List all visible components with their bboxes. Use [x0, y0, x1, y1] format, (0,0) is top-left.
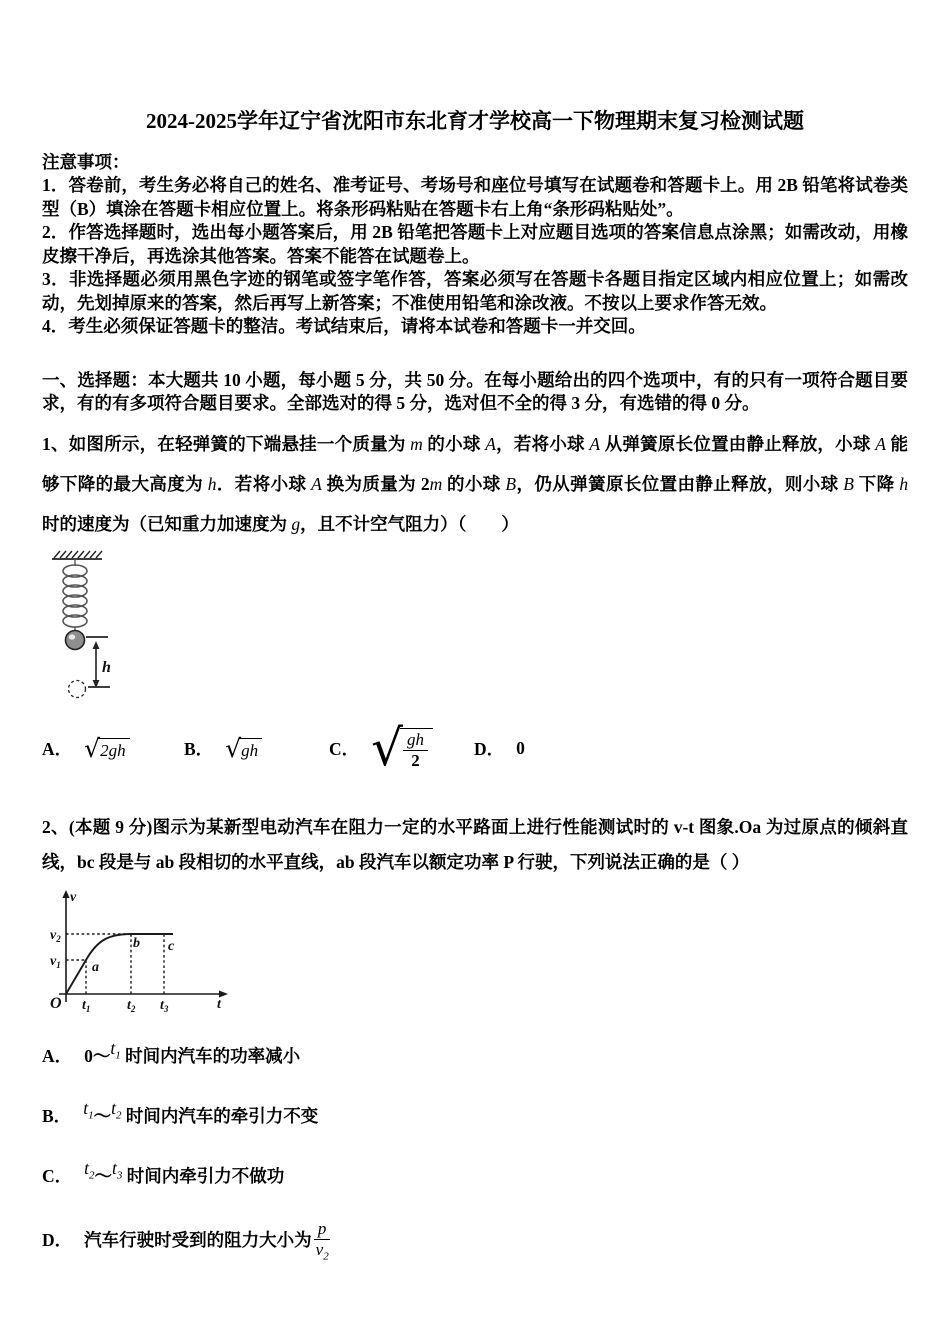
sqrt-gh-over-2-formula: √ $\frac{gh}{2}$ [371, 726, 433, 771]
option-1a [42, 736, 184, 761]
radical-sign: √ [225, 734, 242, 763]
option-2b [42, 1097, 908, 1132]
p-over-v2-formula: $\frac{p}{v_2}$ [315, 1218, 329, 1263]
option-1a-label: A． [42, 739, 73, 759]
sqrt-gh-formula: √ gh [225, 737, 262, 760]
option-2c-text: $t_2\sim t_3$ 时间内牵引力不做功 [84, 1157, 285, 1186]
option-1d [474, 736, 525, 761]
notice-item-3: 3．非选择题必须用黑色字迹的钢笔或签字笔作答，答案必须写在答题卡各题目指定区域内相应位置上；如需改动，先划掉原来的答案，然后再写上新答案；不准使用铅笔和涂改液。不按以上要求作答无效。 [42, 269, 908, 313]
notice-section [42, 150, 908, 339]
option-2a-label: A． [42, 1045, 73, 1066]
graph-point-a-label: a [92, 959, 99, 975]
vt-graph-figure [46, 890, 276, 1018]
graph-ylabel: v [70, 889, 77, 905]
option-2b-label: B． [42, 1105, 72, 1126]
graph-point-c-label: c [168, 938, 175, 954]
graph-t3-label: $t_3$ [160, 997, 169, 1014]
question-1-stem: 1、如图所示，在轻弹簧的下端悬挂一个质量为 m 的小球 A，若将小球 A 从弹簧原长位置由静止释放，小球 A 能够下降的最大高度为 h．若将小球 A 换为质量为 2m 的小球 B，仍从弹簧原长位置由静止释放，则小球 B 下降 h 时的速度为（已知重力加速度为 g，且不计空气阻力）（ ） [42, 433, 909, 534]
option-2d [42, 1218, 908, 1263]
option-2a [42, 1037, 908, 1072]
option-2d-text: 汽车行驶时受到的阻力大小为 [84, 1229, 312, 1250]
option-2d-label: D． [42, 1229, 73, 1250]
option-1b-label: B． [184, 739, 214, 759]
notice-item-4: 4．考生必须保证答题卡的整洁。考试结束后，请将本试卷和答题卡一并交回。 [42, 316, 646, 336]
radical-sign: √ [371, 719, 404, 777]
graph-origin-label: O [50, 994, 62, 1012]
option-2c-label: C． [42, 1165, 73, 1186]
spring-height-label: h [102, 658, 111, 676]
option-1c [329, 719, 474, 777]
option-1d-label: D． [474, 739, 505, 759]
spring-figure [44, 548, 164, 704]
page-title: 2024-2025学年辽宁省沈阳市东北育才学校高一下物理期末复习检测试题 [146, 109, 804, 133]
graph-v1-label: $v_1$ [50, 953, 61, 970]
question-2-options [42, 1037, 908, 1263]
option-2b-text: $t_1\sim t_2$ 时间内汽车的牵引力不变 [83, 1097, 319, 1126]
question-1-options [42, 720, 908, 778]
sqrt-2gh-formula: √ 2gh [84, 737, 129, 760]
notice-heading: 注意事项： [42, 152, 130, 172]
option-1d-value: 0 [516, 738, 525, 758]
graph-xlabel: t [217, 996, 221, 1012]
option-1c-label: C． [329, 739, 360, 759]
radical-sign: √ [84, 734, 101, 763]
notice-item-2: 2．作答选择题时，选出每小题答案后，用 2B 铅笔把答题卡上对应题目选项的答案信息点涂黑；如需改动，用橡皮擦干净后，再选涂其他答案。答案不能答在试题卷上。 [42, 222, 908, 266]
graph-v2-label: $v_2$ [50, 927, 61, 944]
option-2c [42, 1157, 908, 1192]
graph-t1-label: $t_1$ [82, 997, 91, 1014]
notice-item-1: 1．答卷前，考生务必将自己的姓名、准考证号、考场号和座位号填写在试题卷和答题卡上。用 2B 铅笔将试卷类型（B）填涂在答题卡相应位置上。将条形码粘贴在答题卡右上角“条形码粘贴处”。 [42, 175, 908, 219]
question-2-stem: 2、(本题 9 分)图示为某新型电动汽车在阻力一定的水平路面上进行性能测试时的 v-t 图象.Oa 为过原点的倾斜直线，bc 段是与 ab 段相切的水平直线，ab 段汽车以额定功率 P 行驶，下列说法正确的是（ ） [42, 816, 908, 872]
section-1-heading: 一、选择题：本大题共 10 小题，每小题 5 分，共 50 分。在每小题给出的四个选项中，有的只有一项符合题目要求，有的有多项符合题目要求。全部选对的得 5 分，选对但不全的得 3 分，有选错的得 0 分。 [42, 369, 908, 413]
option-2a-text: $0\sim t_1$ 时间内汽车的功率减小 [84, 1037, 301, 1066]
graph-t2-label: $t_2$ [127, 997, 136, 1014]
graph-point-b-label: b [133, 935, 140, 951]
option-1b [184, 736, 329, 761]
